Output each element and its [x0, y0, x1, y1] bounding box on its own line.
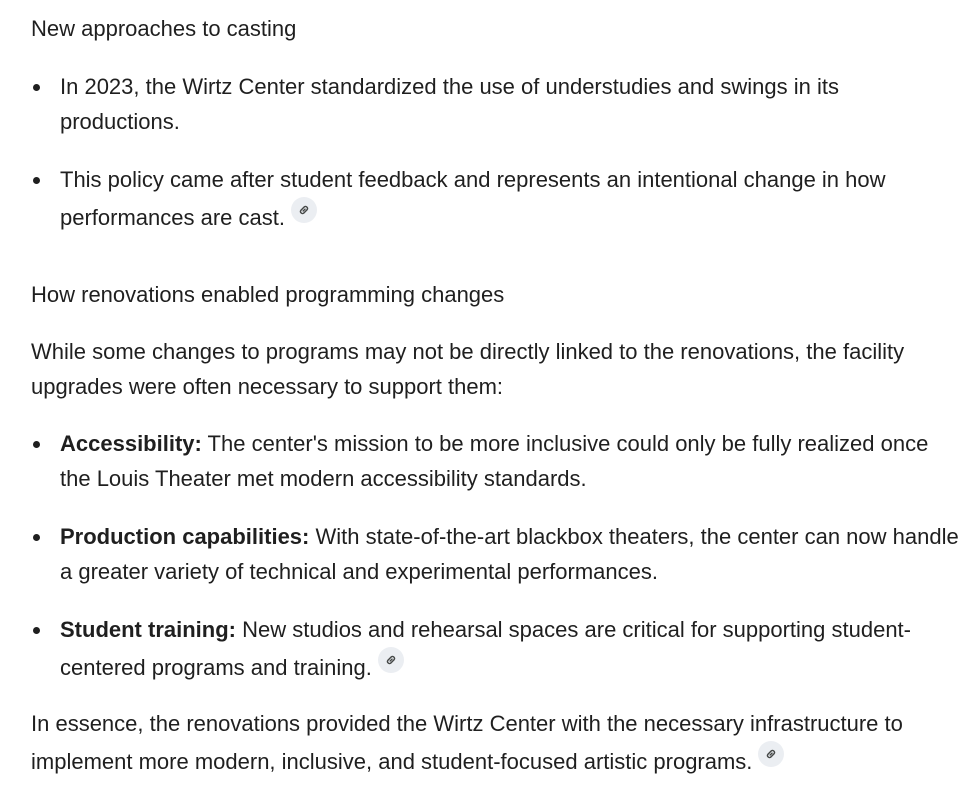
bullet-text: This policy came after student feedback and represents an intentional change in how performances are cast. [60, 167, 886, 230]
section-heading-casting: New approaches to casting [31, 16, 297, 41]
list-item [0, 612, 960, 685]
link-icon [297, 203, 311, 217]
citation-link-button[interactable] [758, 741, 784, 767]
citation-link-button[interactable] [291, 197, 317, 223]
conclusion-paragraph [31, 706, 961, 779]
link-icon [384, 653, 398, 667]
bullet-text: New studios and rehearsal spaces are critical for supporting student-centered programs and training. [60, 617, 911, 680]
bullet-text: With state-of-the-art blackbox theaters, the center can now handle a greater variety of technical and experimental performances. [60, 524, 959, 584]
bullet-text: The center's mission to be more inclusive could only be fully realized once the Louis Theater met modern accessibility standards. [60, 431, 929, 491]
bullet-label-accessibility: Accessibility: [60, 431, 202, 456]
intro-paragraph: While some changes to programs may not be directly linked to the renovations, the facility upgrades were often necessary to support them: [31, 339, 905, 399]
citation-link-button[interactable] [378, 647, 404, 673]
bullet-text: In 2023, the Wirtz Center standardized the use of understudies and swings in its productions. [60, 74, 839, 134]
section-heading-renovations: How renovations enabled programming changes [31, 282, 505, 307]
renovation-bullet-list [0, 426, 960, 685]
list-item [0, 69, 960, 139]
list-item [0, 519, 960, 589]
list-item [0, 162, 960, 235]
list-item [0, 426, 960, 496]
casting-bullet-list [0, 69, 960, 235]
bullet-label-production: Production capabilities: [60, 524, 310, 549]
conclusion-text: In essence, the renovations provided the Wirtz Center with the necessary infrastructure to implement more modern, inclusive, and student-focused artistic programs. [31, 711, 903, 774]
link-icon [764, 747, 778, 761]
bullet-label-training: Student training: [60, 617, 236, 642]
